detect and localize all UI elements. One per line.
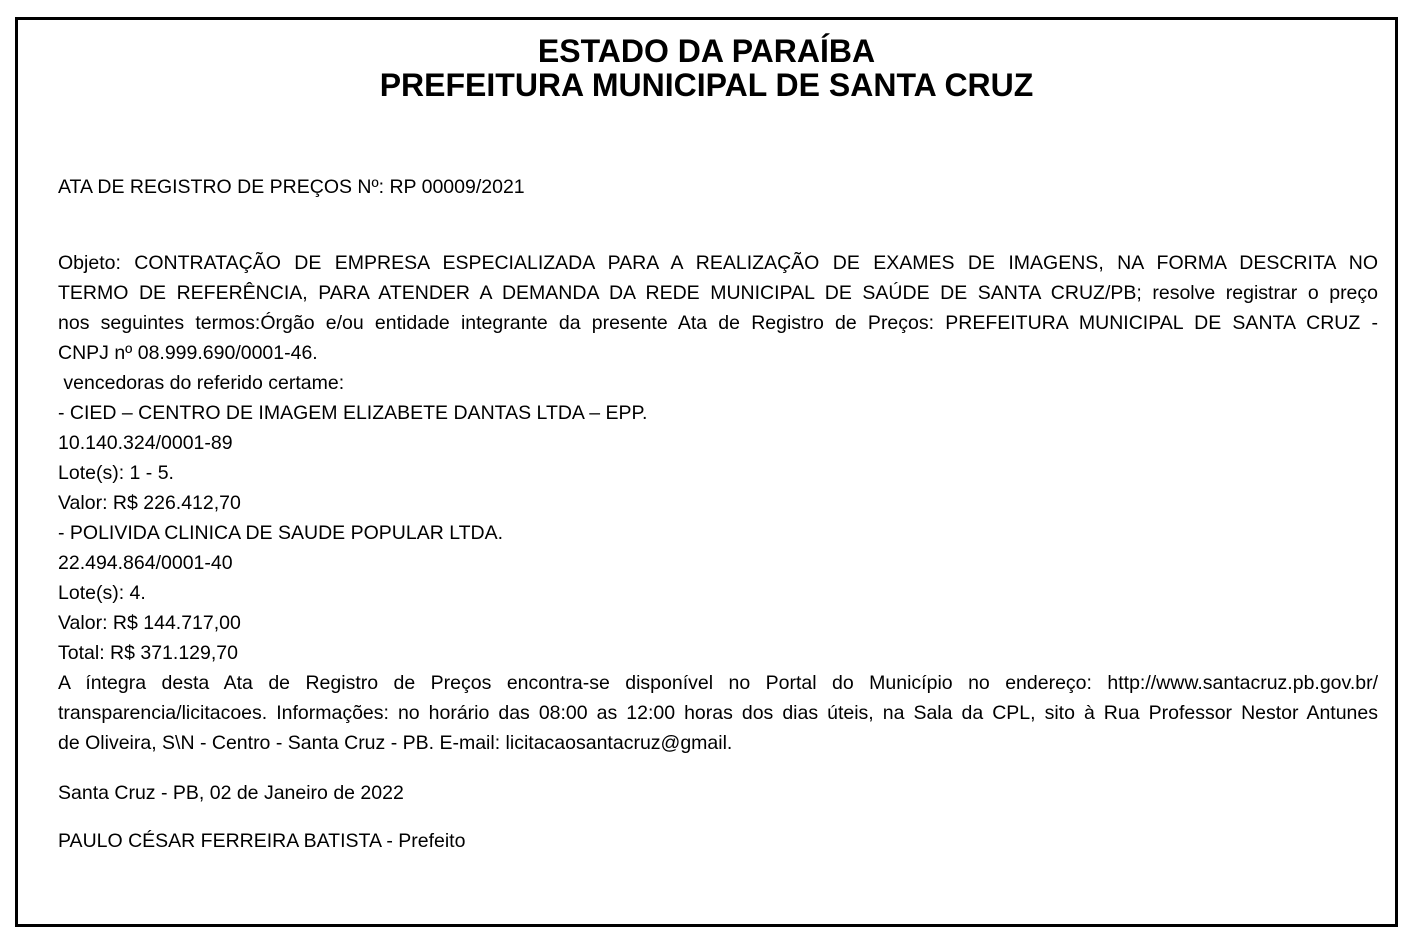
objeto-paragraph [58,248,1378,368]
vencedora-lotes: Lote(s): 1 - 5. [58,462,174,484]
vencedora-cnpj: 22.494.864/0001-40 [58,552,233,574]
document-header [18,34,1395,102]
document-frame [15,17,1398,927]
objeto-line-4: CNPJ nº 08.999.690/0001-46. [58,342,318,364]
header-prefeitura: PREFEITURA MUNICIPAL DE SANTA CRUZ [379,67,1034,103]
objeto-line-3: nos seguintes termos:Órgão e/ou entidade integrante da presente Ata de Registro de Preços: PREFEITURA MUNICIPAL DE SANTA CRUZ - [58,312,1378,334]
header-state: ESTADO DA PARAÍBA [537,33,876,69]
integra-line-2: transparencia/licitacoes. Informações: no horário das 08:00 as 12:00 horas dos dias úteis, na Sala da CPL, sito à Rua Professor Nestor Antunes [58,702,1378,724]
vencedora-valor: Valor: R$ 144.717,00 [58,612,241,634]
vencedora-name: - POLIVIDA CLINICA DE SAUDE POPULAR LTDA. [58,522,504,544]
vencedora-valor: Valor: R$ 226.412,70 [58,492,241,514]
ata-title: ATA DE REGISTRO DE PREÇOS Nº: RP 00009/2021 [58,176,525,198]
integra-line-3: de Oliveira, S\N - Centro - Santa Cruz - PB. E-mail: licitacaosantacruz@gmail. [58,732,733,754]
vencedora-1 [58,398,1378,518]
vencedora-name: - CIED – CENTRO DE IMAGEM ELIZABETE DANTAS LTDA – EPP. [58,402,648,424]
date-line: Santa Cruz - PB, 02 de Janeiro de 2022 [58,782,404,804]
integra-line-1: A íntegra desta Ata de Registro de Preços encontra-se disponível no Portal do Município no endereço: http://www.santacruz.pb.gov.br/ [58,672,1378,694]
signature-line: PAULO CÉSAR FERREIRA BATISTA - Prefeito [58,830,466,852]
vencedoras-intro: vencedoras do referido certame: [58,372,345,394]
vencedora-cnpj: 10.140.324/0001-89 [58,432,233,454]
objeto-line-2: TERMO DE REFERÊNCIA, PARA ATENDER A DEMANDA DA REDE MUNICIPAL DE SAÚDE DE SANTA CRUZ/PB; resolve registrar o preço [58,282,1378,304]
total-value: Total: R$ 371.129,70 [58,642,238,664]
objeto-line-1: Objeto: CONTRATAÇÃO DE EMPRESA ESPECIALIZADA PARA A REALIZAÇÃO DE EXAMES DE IMAGENS, NA FORMA DESCRITA NO [58,252,1378,274]
vencedora-2 [58,518,1378,638]
integra-paragraph [58,668,1378,758]
document-body [58,172,1378,856]
vencedora-lotes: Lote(s): 4. [58,582,146,604]
